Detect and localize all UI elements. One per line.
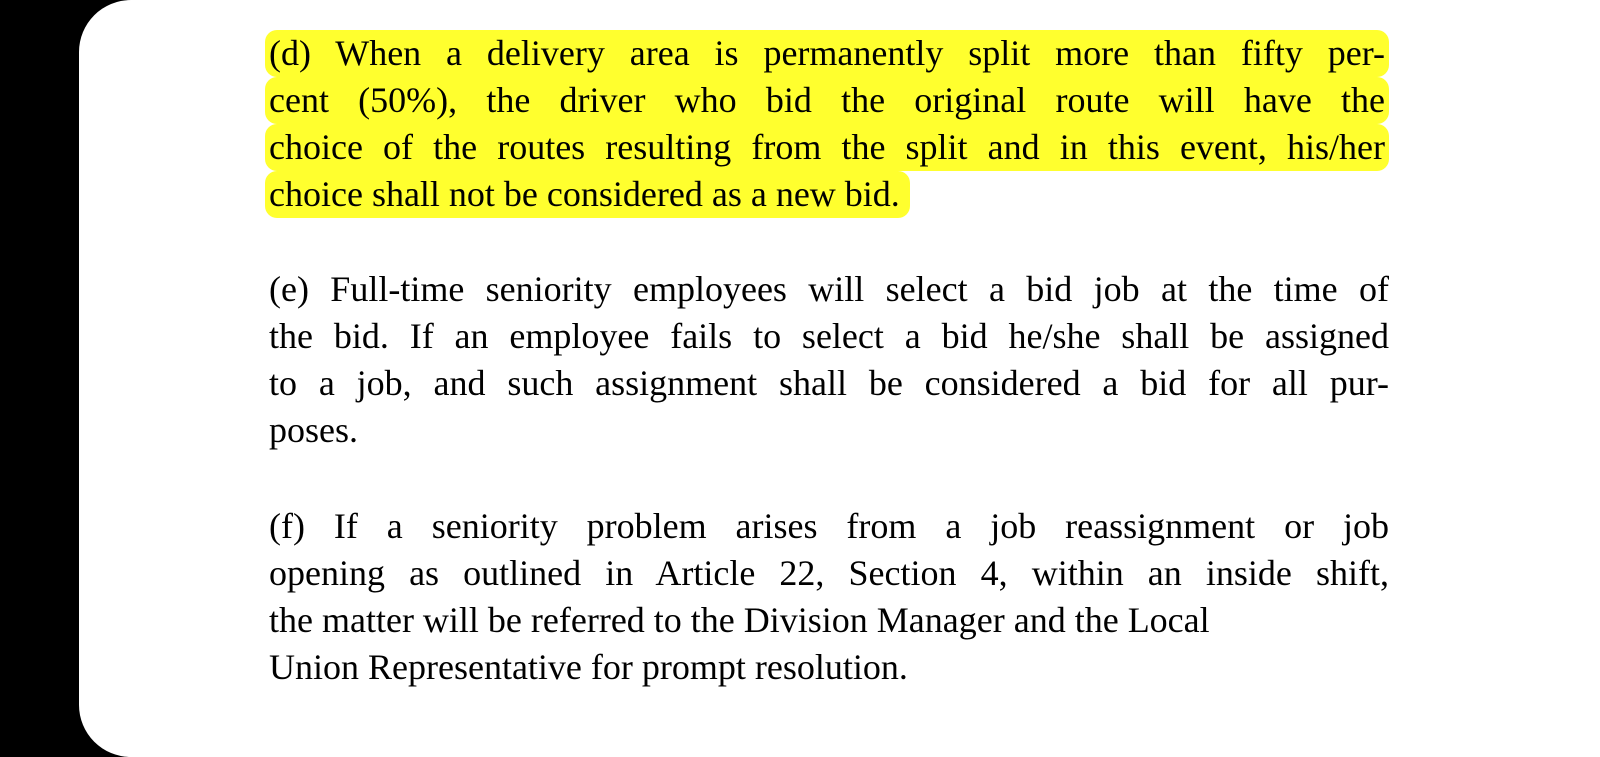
- paragraph-d-highlighted: [269, 30, 1389, 218]
- paragraph-line: (f) If a seniority problem arises from a job reassignment or job: [269, 506, 1389, 546]
- paragraph-f: [269, 503, 1389, 691]
- paragraph-line: choice of the routes resulting from the split and in this event, his/her: [265, 124, 1389, 171]
- paragraph-line: opening as outlined in Article 22, Section 4, within an inside shift,: [269, 553, 1389, 593]
- paragraph-line: the bid. If an employee fails to select a bid he/she shall be assigned: [269, 316, 1389, 356]
- paragraph-e: [269, 266, 1389, 454]
- paragraph-line: the matter will be referred to the Division Manager and the Local: [269, 600, 1210, 640]
- document-page: [79, 0, 1600, 757]
- paragraph-line: choice shall not be considered as a new bid.: [265, 171, 910, 218]
- paragraph-line: cent (50%), the driver who bid the original route will have the: [265, 77, 1389, 124]
- paragraph-line: (d) When a delivery area is permanently split more than fifty per-: [265, 30, 1389, 77]
- paragraph-line: to a job, and such assignment shall be considered a bid for all pur-: [269, 363, 1389, 403]
- paragraph-line: (e) Full-time seniority employees will select a bid job at the time of: [269, 269, 1389, 309]
- paragraph-line: Union Representative for prompt resolution.: [269, 647, 908, 687]
- paragraph-line: poses.: [269, 410, 358, 450]
